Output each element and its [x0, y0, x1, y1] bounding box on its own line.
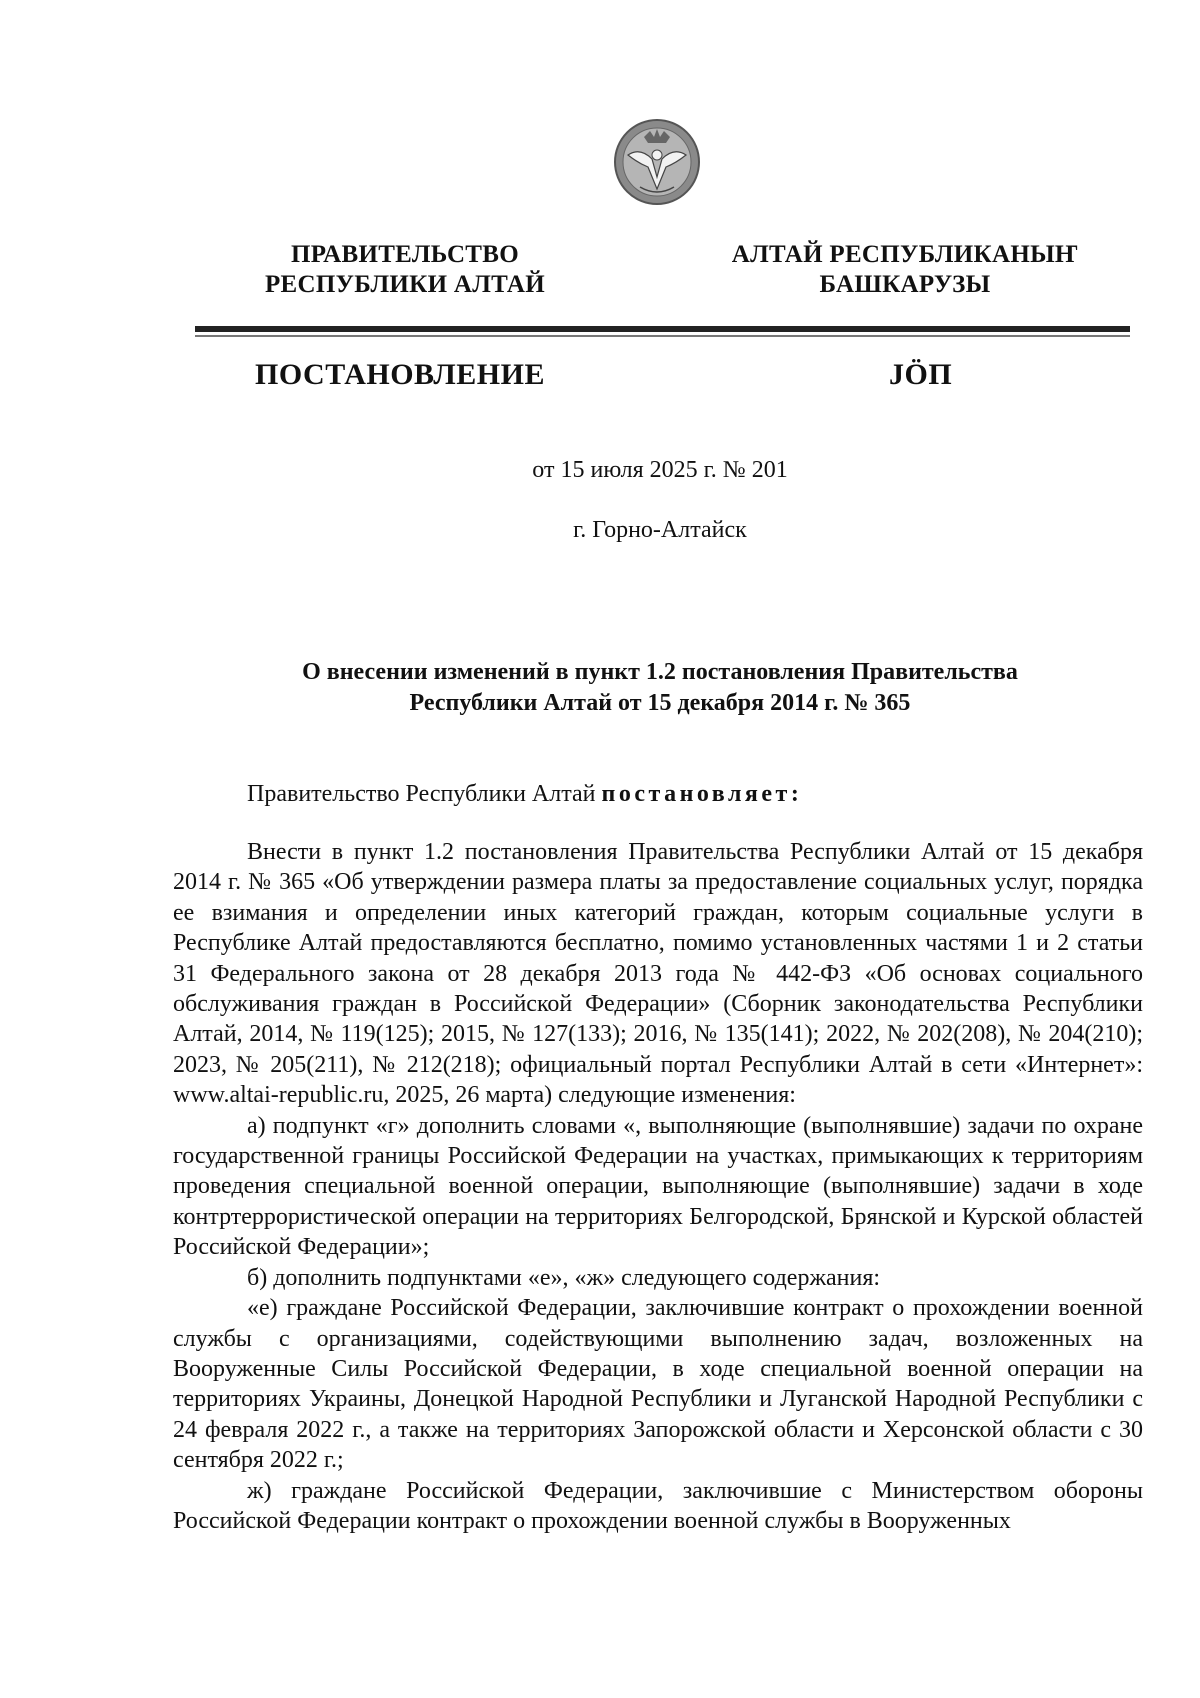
doctype-russian: ПОСТАНОВЛЕНИЕ	[255, 358, 545, 391]
city: г. Горно-Алтайск	[573, 517, 747, 543]
body-paragraph-b: б) дополнить подпунктами «е», «ж» следующего содержания:	[247, 1264, 881, 1291]
republic-emblem-icon	[614, 117, 700, 207]
org-left-line2: РЕСПУБЛИКИ АЛТАЙ	[264, 271, 545, 298]
org-left-line1: ПРАВИТЕЛЬСТВО	[291, 241, 519, 268]
org-name-altai	[695, 240, 1115, 300]
title-line1: О внесении изменений в пункт 1.2 постановления Правительства	[302, 659, 1018, 685]
header-divider-thin	[195, 335, 1130, 337]
org-right-line2: БАШКАРУЗЫ	[819, 271, 991, 298]
decree-subject: Правительство Республики Алтай	[247, 781, 602, 807]
document-title	[180, 657, 1140, 719]
body-paragraph-zh: ж) граждане Российской Федерации, заключившие с Министерством обороны Российской Федерации контракт о прохождении военной службы в Вооруженных	[173, 1477, 1143, 1534]
decree-verb: постановляет:	[601, 781, 803, 807]
document-body	[173, 837, 1143, 1536]
body-paragraph-main: Внести в пункт 1.2 постановления Правительства Республики Алтай от 15 декабря 2014 г. № 365 «Об утверждении размера платы за предоставление социальных услуг, порядка ее взимания и определении иных категорий граждан, которым социальные услуги в Республике Алтай предоставляются бесплатно, помимо установленных частями 1 и 2 статьи 31 Федерального закона от 28 декабря 2013 года № 442-ФЗ «Об основах социального обслуживания граждан в Российской Федерации» (Сборник законодательства Республики Алтай, 2014, № 119(125); 2015, № 127(133); 2016, № 135(141); 2022, № 202(208), № 204(210); 2023, № 205(211), № 212(218); официальный портал Республики Алтай в сети «Интернет»: www.altai-republic.ru, 2025, 26 марта) следующие изменения:	[173, 839, 1143, 1109]
org-name-russian	[195, 240, 615, 300]
body-paragraph-e: «е) граждане Российской Федерации, заключившие контракт о прохождении военной службы с организациями, содействующими выполнению задач, возложенных на Вооруженные Силы Российской Федерации, в ходе специальной военной операции на территориях Украины, Донецкой Народной Республики и Луганской Народной Республики с 24 февраля 2022 г., а также на территориях Запорожской области и Херсонской области с 30 сентября 2022 г.;	[173, 1295, 1143, 1474]
date-number: от 15 июля 2025 г. № 201	[532, 457, 788, 483]
org-right-line1: АЛТАЙ РЕСПУБЛИКАНЫҤ	[731, 241, 1079, 268]
body-paragraph-a: а) подпункт «г» дополнить словами «, выполняющие (выполнявшие) задачи по охране государственной границы Российской Федерации на участках, примыкающих к территориям проведения специальной военной операции, выполняющие (выполнявшие) задачи в ходе контртеррористической операции на территориях Белгородской, Брянской и Курской областей Российской Федерации»;	[173, 1112, 1143, 1261]
doctype-altai: JÖП	[889, 358, 953, 391]
title-line2: Республики Алтай от 15 декабря 2014 г. № 365	[409, 690, 911, 716]
decree-intro	[247, 779, 802, 809]
header-divider-thick	[195, 326, 1130, 332]
